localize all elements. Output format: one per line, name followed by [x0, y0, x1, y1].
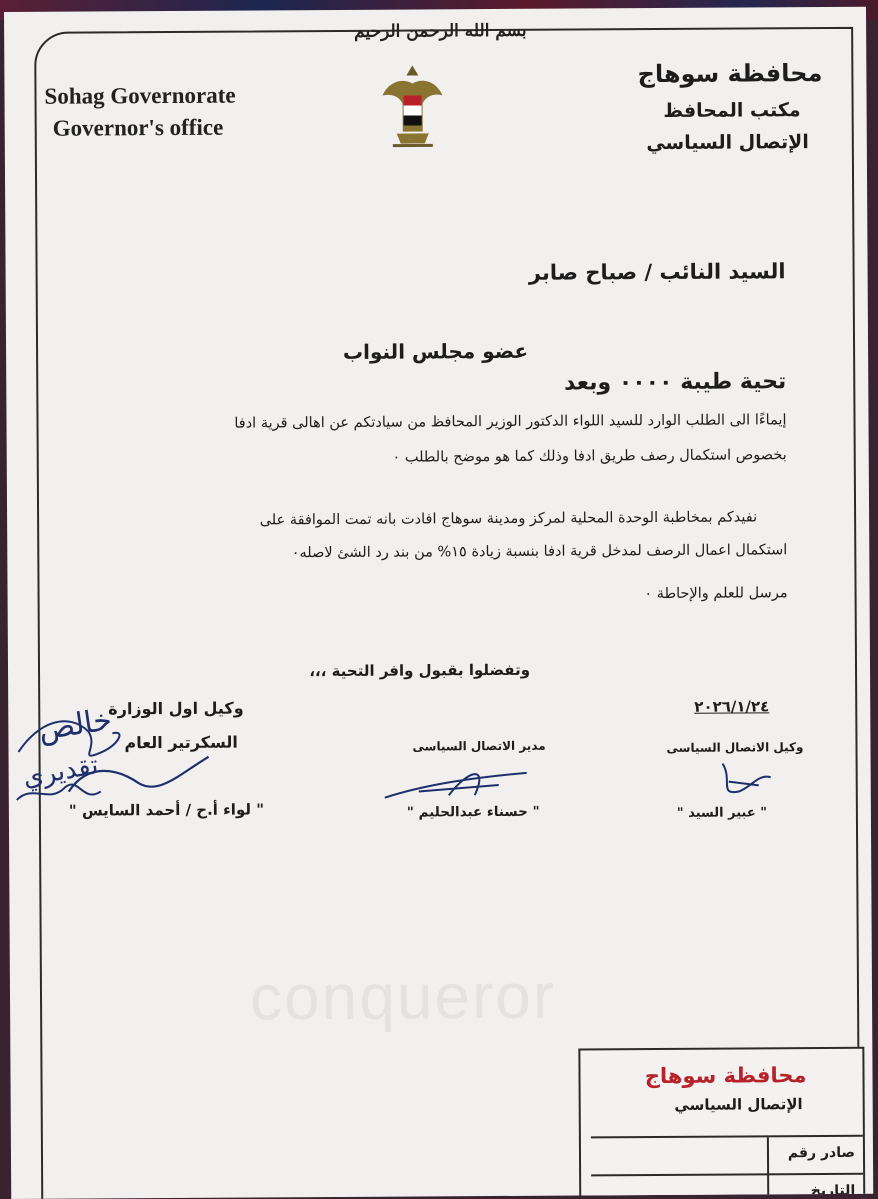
paper-watermark: conqueror: [249, 959, 557, 1034]
right-handwritten-signature: [709, 755, 789, 803]
handwritten-note-line2: تقديري: [20, 750, 101, 794]
body-paragraph3: مرسل للعلم والإحاطة ٠: [644, 585, 788, 603]
english-header-line2: Governor's office: [52, 114, 224, 141]
stamp-row1: [591, 1135, 863, 1177]
middle-handwritten-signature: [379, 759, 539, 810]
handwritten-note-line1: خالص: [36, 702, 115, 748]
stamp-row2: [591, 1173, 863, 1199]
arabic-header-line1: محافظة سوهاج: [637, 59, 823, 89]
right-signatory-name: " عبير السيد ": [676, 805, 768, 821]
closing-line: وتفضلوا بقبول وافر التحية ،،،: [309, 660, 531, 681]
arabic-header-line2: مكتب المحافظ: [663, 99, 801, 122]
letter-page: [4, 7, 873, 1199]
office-stamp-box: [578, 1047, 865, 1199]
body-paragraph1-line1: إيماءًا الى الطلب الوارد للسيد اللواء الدكتور الوزير المحافظ من سيادتكم عن اهالى قرية ادفا: [234, 412, 787, 432]
body-paragraph1-line2: بخصوص استكمال رصف طريق ادفا وذلك كما هو موضح بالطلب ٠: [392, 447, 787, 466]
left-signatory-name: " لواء أ.ح / أحمد السايس ": [68, 800, 265, 820]
stamp-title: محافظة سوهاج: [644, 1063, 807, 1089]
left-signatory-line1: وكيل اول الوزارة: [108, 698, 244, 719]
egypt-eagle-emblem: [376, 61, 449, 153]
body-paragraph2-line2: استكمال اعمال الرصف لمدخل قرية ادفا بنسبة زيادة ١٥% من بند رد الشئ لاصله٠: [291, 542, 788, 562]
english-header-line1: Sohag Governorate: [44, 82, 236, 109]
recipient-title: عضو مجلس النواب: [342, 338, 529, 364]
arabic-header-line3: الإتصال السياسي: [646, 131, 809, 155]
stamp-row2-label: التاريخ: [810, 1182, 856, 1199]
letter-date: ٢٠٢٦/١/٢٤: [694, 697, 770, 716]
recipient-name: السيد النائب / صباح صابر: [528, 259, 786, 285]
left-signatory-line2: السكرتير العام: [124, 732, 238, 753]
body-paragraph2-line1: نفيدكم بمخاطبة الوحدة المحلية لمركز ومدينة سوهاج افادت بانه تمت الموافقة على: [259, 509, 758, 529]
middle-signatory-name: " حسناء عبدالحليم ": [406, 803, 540, 821]
stamp-row1-label: صادر رقم: [787, 1144, 856, 1162]
basmala-calligraphy: بسم الله الرحمن الرحيم: [354, 20, 527, 42]
left-handwritten-signature: [8, 691, 249, 822]
middle-signatory-role: مدير الاتصال السياسى: [412, 738, 546, 754]
right-signatory-role: وكيل الاتصال السياسى: [666, 740, 804, 755]
greeting: تحية طيبة ٠٠٠٠ وبعد: [563, 369, 787, 396]
stamp-subtitle: الإتصال السياسي: [674, 1095, 803, 1114]
